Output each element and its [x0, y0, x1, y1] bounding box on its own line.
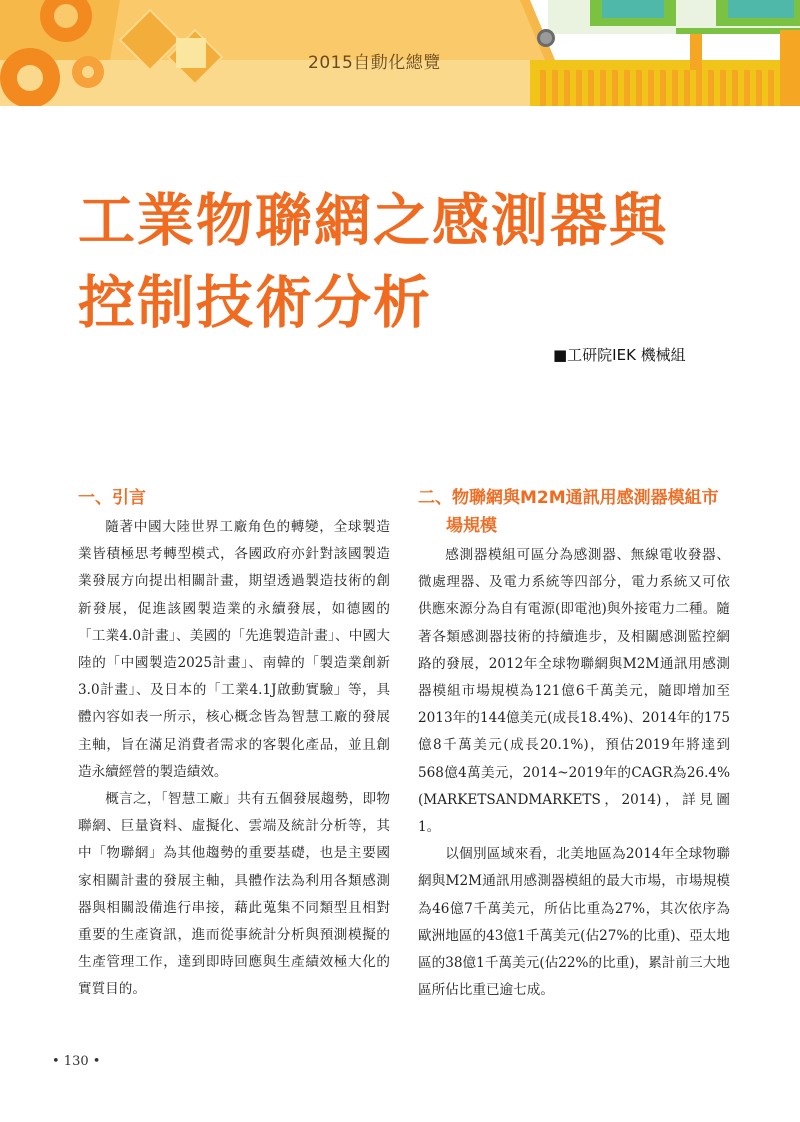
paragraph: 感測器模組可區分為感測器、無線電收發器、微處理器、及電力系統等四部分，電力系統又可依供應來源分為自有電源(即電池)與外接電力二種。隨著各類感測器技術的持續進步，及相關感測監控網路的發展，2012年全球物聯網與M2M通訊用感測器模組市場規模為121億6千萬美元，隨即增加至2013年的144億美元(成長18.4%)、2014年的175億8千萬美元(成長20.1%)，預估2019年將達到568億4萬美元，2014~2019年的CAGR為26.4%(MARKETSANDMARKETS，2014)，詳見圖1。: [418, 547, 730, 836]
paragraph: 隨著中國大陸世界工廠角色的轉變，全球製造業皆積極思考轉型模式，各國政府亦針對該國製造業發展方向提出相關計畫，期望透過製造技術的創新發展，促進該國製造業的永續發展，如德國的「工業4.0計畫」、美國的「先進製造計畫」、中國大陸的「中國製造2025計畫」、南韓的「製造業創新3.0計畫」、及日本的「工業4.1J啟動實驗」等，具體內容如表一所示，核心概念皆為智慧工廠的發展主軸，旨在滿足消費者需求的客製化產品，並且創造永續經營的製造績效。: [78, 519, 390, 780]
right-column: [418, 484, 730, 1004]
article-title: [78, 180, 738, 344]
section-heading-intro: 一、引言: [78, 488, 146, 508]
header-title: 2015自動化總覽: [308, 53, 441, 73]
left-column: [78, 484, 390, 1004]
paragraph: 概言之，「智慧工廠」共有五個發展趨勢，即物聯網、巨量資料、虛擬化、雲端及統計分析等，其中「物聯網」為其他趨勢的重要基礎，也是主要國家相關計畫的發展主軸，具體作法為利用各類感測器與相關設備進行串接，藉此蒐集不同類型且相對重要的生產資訊，進而從事統計分析與預測模擬的生產管理工作，達到即時回應與生產績效極大化的實質目的。: [78, 791, 390, 998]
page-header: [0, 0, 800, 106]
section-heading-line: 場規模: [446, 516, 497, 536]
article-title-line: 工業物聯網之感測器與: [78, 188, 668, 254]
article-author: ■工研院IEK 機械組: [553, 346, 686, 364]
page-number: • 130 •: [52, 1054, 101, 1069]
paragraph: 以個別區域來看，北美地區為2014年全球物聯網與M2M通訊用感測器模組的最大市場，市場規模為46億7千萬美元，所佔比重為27%，其次依序為歐洲地區的43億1千萬美元(佔27%的比重)、亞太地區的38億1千萬美元(佔22%的比重)，累計前三大地區所佔比重已逾七成。: [418, 846, 730, 999]
section-heading-line: 二、物聯網與M2M通訊用感測器模組市: [418, 488, 719, 508]
article-title-line: 控制技術分析: [78, 270, 432, 336]
section-heading-market: [418, 484, 730, 540]
